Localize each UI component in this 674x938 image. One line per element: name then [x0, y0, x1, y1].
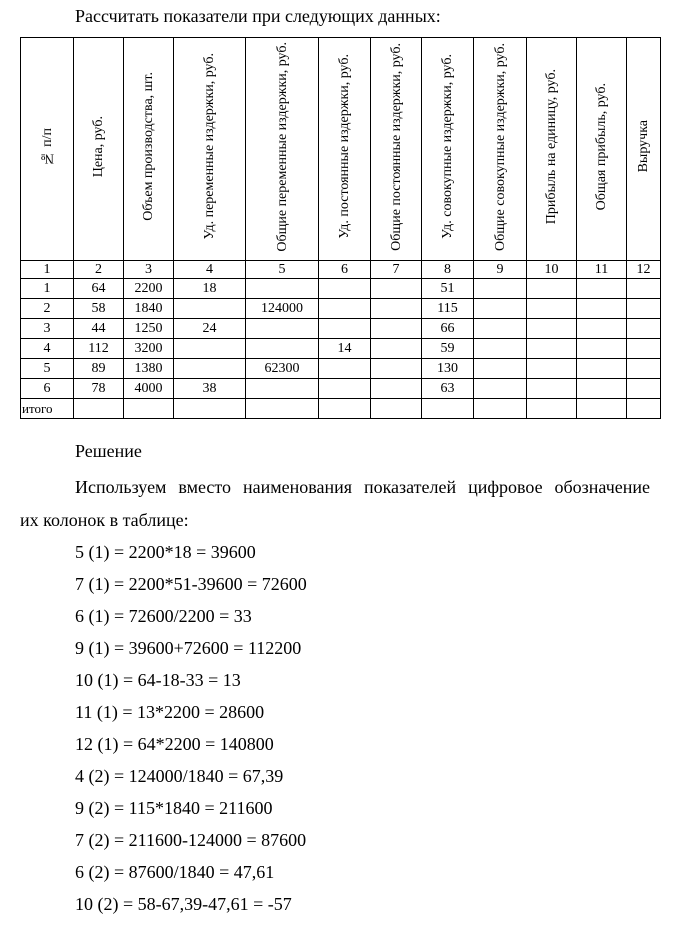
table-cell	[527, 399, 577, 419]
table-cell	[474, 379, 527, 399]
calculation-line: 9 (2) = 115*1840 = 211600	[75, 798, 273, 818]
column-header	[577, 38, 627, 261]
intro-text: Рассчитать показатели при следующих данных:	[75, 6, 441, 26]
data-table	[20, 37, 661, 419]
table-cell	[246, 279, 319, 299]
table-cell: 24	[174, 319, 246, 339]
table-cell: 58	[74, 299, 124, 319]
table-cell: 124000	[246, 299, 319, 319]
table-cell	[422, 399, 474, 419]
solution-heading: Решение	[75, 441, 142, 461]
column-header	[174, 38, 246, 261]
column-number-cell: 12	[627, 261, 661, 279]
table-cell: 5	[21, 359, 74, 379]
table-cell	[527, 339, 577, 359]
table-cell	[577, 379, 627, 399]
table-cell	[577, 359, 627, 379]
table-row	[21, 279, 661, 299]
column-header	[474, 38, 527, 261]
header-row	[21, 38, 661, 261]
table-cell: 63	[422, 379, 474, 399]
table-row	[21, 379, 661, 399]
calculation-line: 12 (1) = 64*2200 = 140800	[75, 734, 274, 754]
table-cell	[527, 299, 577, 319]
table-cell	[577, 279, 627, 299]
table-cell	[627, 279, 661, 299]
table-cell: 14	[319, 339, 371, 359]
table-cell	[627, 379, 661, 399]
table-cell: 89	[74, 359, 124, 379]
table-row	[21, 399, 661, 419]
paragraph-line-1: Используем вместо наименования показателей цифровое обозначение	[75, 477, 650, 497]
column-header	[124, 38, 174, 261]
table-cell: 130	[422, 359, 474, 379]
table-cell	[577, 399, 627, 419]
column-header-label: Общая прибыль, руб.	[594, 82, 609, 211]
table-cell	[527, 379, 577, 399]
table-cell	[371, 339, 422, 359]
table-cell	[174, 399, 246, 419]
table-cell: 78	[74, 379, 124, 399]
table-cell	[527, 279, 577, 299]
column-header-label: Общие совокупные издержки, руб.	[492, 42, 508, 251]
table-row	[21, 359, 661, 379]
table-cell	[474, 299, 527, 319]
table-cell: 1840	[124, 299, 174, 319]
table-cell: 4000	[124, 379, 174, 399]
table-cell	[319, 299, 371, 319]
calculation-line: 7 (2) = 211600-124000 = 87600	[75, 830, 307, 850]
calculation-line: 5 (1) = 2200*18 = 39600	[75, 542, 256, 562]
table-cell: 62300	[246, 359, 319, 379]
column-header-label: № п/п	[39, 127, 55, 166]
table-cell	[474, 399, 527, 419]
calculation-line: 10 (1) = 64-18-33 = 13	[75, 670, 241, 690]
table-cell: 115	[422, 299, 474, 319]
table-cell: 64	[74, 279, 124, 299]
column-number-row	[21, 261, 661, 279]
table-cell	[371, 319, 422, 339]
table-cell: 6	[21, 379, 74, 399]
column-header	[21, 38, 74, 261]
column-number-cell: 11	[577, 261, 627, 279]
table-cell	[371, 359, 422, 379]
table-cell: 38	[174, 379, 246, 399]
column-number-cell: 3	[124, 261, 174, 279]
column-header-label: Цена, руб.	[91, 115, 106, 178]
table-cell: 59	[422, 339, 474, 359]
table-row	[21, 339, 661, 359]
calculation-line: 6 (1) = 72600/2200 = 33	[75, 606, 252, 626]
table-cell	[527, 319, 577, 339]
column-number-cell: 10	[527, 261, 577, 279]
table-cell	[627, 359, 661, 379]
table-cell	[246, 379, 319, 399]
table-cell	[74, 399, 124, 419]
table-cell	[371, 399, 422, 419]
table-cell	[474, 339, 527, 359]
table-cell	[577, 299, 627, 319]
column-header-label: Общие переменные издержки, руб.	[274, 41, 290, 252]
table-cell	[246, 399, 319, 419]
table-cell	[371, 299, 422, 319]
calculation-line: 9 (1) = 39600+72600 = 112200	[75, 638, 302, 658]
table-cell: 112	[74, 339, 124, 359]
table-cell	[577, 339, 627, 359]
table-cell	[627, 319, 661, 339]
column-header-label: Уд. постоянные издержки, руб.	[337, 54, 352, 239]
table-cell	[319, 379, 371, 399]
column-header-label: Объем производства, шт.	[141, 72, 156, 221]
table-cell: 4	[21, 339, 74, 359]
column-header-label: Уд. переменные издержки, руб.	[202, 53, 217, 240]
table-cell: 3	[21, 319, 74, 339]
table-cell	[246, 319, 319, 339]
table-cell	[174, 339, 246, 359]
table-cell	[174, 359, 246, 379]
column-number-cell: 6	[319, 261, 371, 279]
calculation-line: 11 (1) = 13*2200 = 28600	[75, 702, 265, 722]
column-header-label: Прибыль на единицу, руб.	[544, 68, 559, 225]
table-cell: 1250	[124, 319, 174, 339]
table-cell	[319, 399, 371, 419]
table-cell: 2200	[124, 279, 174, 299]
column-number-cell: 9	[474, 261, 527, 279]
paragraph-line-2: их колонок в таблице:	[20, 510, 189, 530]
table-cell	[577, 319, 627, 339]
column-number-cell: 4	[174, 261, 246, 279]
table-cell: 3200	[124, 339, 174, 359]
table-cell: 66	[422, 319, 474, 339]
column-header-label: Общие постоянные издержки, руб.	[388, 42, 404, 251]
column-header	[627, 38, 661, 261]
table-cell	[319, 319, 371, 339]
table-cell	[371, 379, 422, 399]
table-row	[21, 299, 661, 319]
table-body	[21, 279, 661, 419]
table-cell	[124, 399, 174, 419]
calculation-line: 10 (2) = 58-67,39-47,61 = -57	[75, 894, 292, 914]
column-number-cell: 5	[246, 261, 319, 279]
table-cell	[527, 359, 577, 379]
table-cell	[627, 339, 661, 359]
column-header	[422, 38, 474, 261]
table-cell	[319, 359, 371, 379]
table-cell	[474, 319, 527, 339]
table-cell: 44	[74, 319, 124, 339]
column-header	[371, 38, 422, 261]
table-cell: 1	[21, 279, 74, 299]
table-cell	[174, 299, 246, 319]
table-cell: 1380	[124, 359, 174, 379]
column-header-label: Выручка	[636, 120, 651, 173]
table-cell	[627, 299, 661, 319]
column-header	[246, 38, 319, 261]
table-cell	[627, 399, 661, 419]
table-cell	[246, 339, 319, 359]
column-header	[319, 38, 371, 261]
calculation-line: 4 (2) = 124000/1840 = 67,39	[75, 766, 284, 786]
table-cell: 2	[21, 299, 74, 319]
table-cell: итого	[21, 399, 74, 419]
column-number-cell: 7	[371, 261, 422, 279]
table-cell: 18	[174, 279, 246, 299]
table-cell	[474, 279, 527, 299]
column-header	[74, 38, 124, 261]
calculation-line: 6 (2) = 87600/1840 = 47,61	[75, 862, 275, 882]
column-number-cell: 1	[21, 261, 74, 279]
column-number-cell: 8	[422, 261, 474, 279]
table-row	[21, 319, 661, 339]
table-cell	[474, 359, 527, 379]
table-cell	[371, 279, 422, 299]
table-cell: 51	[422, 279, 474, 299]
column-header	[527, 38, 577, 261]
column-header-label: Уд. совокупные издержки, руб.	[440, 54, 455, 239]
calculation-line: 7 (1) = 2200*51-39600 = 72600	[75, 574, 307, 594]
table-cell	[319, 279, 371, 299]
column-number-cell: 2	[74, 261, 124, 279]
